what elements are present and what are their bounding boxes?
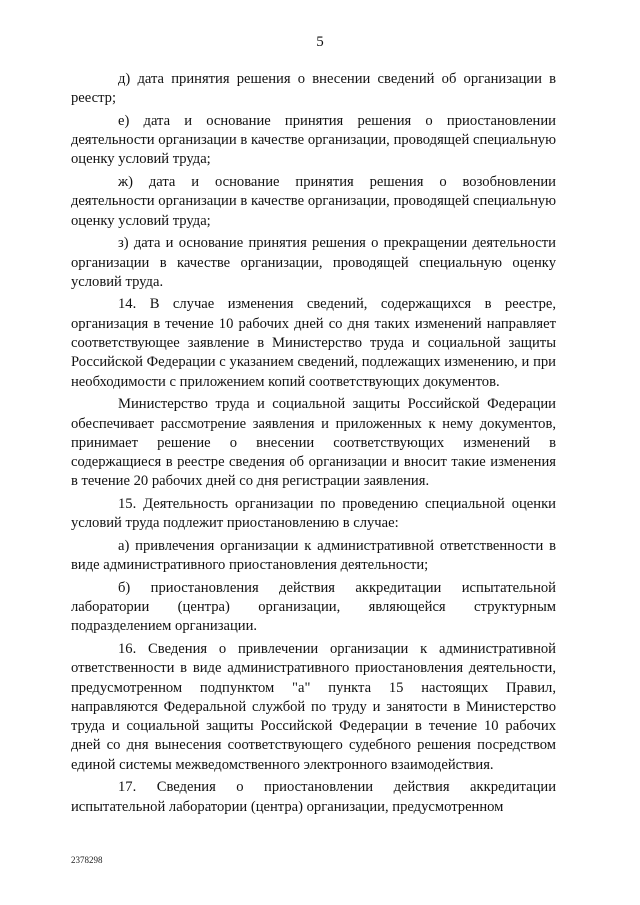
- paragraph-clause-17: 17. Сведения о приостановлении действия аккредитации испытательной лаборатории (центра) организации, предусмотренном: [71, 779, 556, 815]
- paragraph-ministry-review: Министерство труда и социальной защиты Российской Федерации обеспечивает рассмотрение заявления и приложенных к нему документов, принимает решение о внесении соответствующих изменений в содержащиеся в реестре сведения об организации и вносит такие изменения в течение 20 рабочих дней со дня регистрации заявления.: [71, 396, 556, 490]
- paragraph-clause-14: 14. В случае изменения сведений, содержащихся в реестре, организация в течение 10 рабочих дней со дня таких изменений направляет соответствующее заявление в Министерство труда и социальной защиты Российской Федерации с указанием сведений, подлежащих изменению, и при необходимости с приложением копий соответствующих документов.: [71, 296, 556, 390]
- paragraph-item-a: а) привлечения организации к административной ответственности в виде административного приостановления деятельности;: [71, 537, 556, 574]
- document-code: 2378298: [71, 855, 103, 865]
- paragraph-item-z: з) дата и основание принятия решения о прекращении деятельности организации в качестве организации, проводящей специальную оценку условий труда.: [71, 235, 556, 290]
- paragraph-item-e: е) дата и основание принятия решения о приостановлении деятельности организации в качестве организации, проводящей специальную оценку условий труда;: [71, 112, 556, 168]
- page-number: 5: [316, 34, 324, 50]
- paragraph-item-d: д) дата принятия решения о внесении сведений об организации в реестр;: [71, 71, 556, 107]
- paragraph-item-b: б) приостановления действия аккредитации испытательной лаборатории (центра) организации, являющейся структурным подразделением организации.: [71, 579, 556, 635]
- paragraph-clause-15: 15. Деятельность организации по проведению специальной оценки условий труда подлежит приостановлению в случае:: [71, 496, 556, 532]
- paragraph-clause-16: 16. Сведения о привлечении организации к административной ответственности в виде административного приостановления деятельности, предусмотренном подпунктом "а" пункта 15 настоящих Правил, направляются Федеральной службой по труду и занятости в Министерство труда и социальной защиты Российской Федерации в течение 10 рабочих дней со дня вынесения соответствующего судебного решения посредством единой системы межведомственного электронного взаимодействия.: [71, 640, 556, 773]
- paragraph-item-zh: ж) дата и основание принятия решения о возобновлении деятельности организации в качестве организации, проводящей специальную оценку условий труда;: [71, 174, 556, 229]
- document-body: [71, 70, 556, 820]
